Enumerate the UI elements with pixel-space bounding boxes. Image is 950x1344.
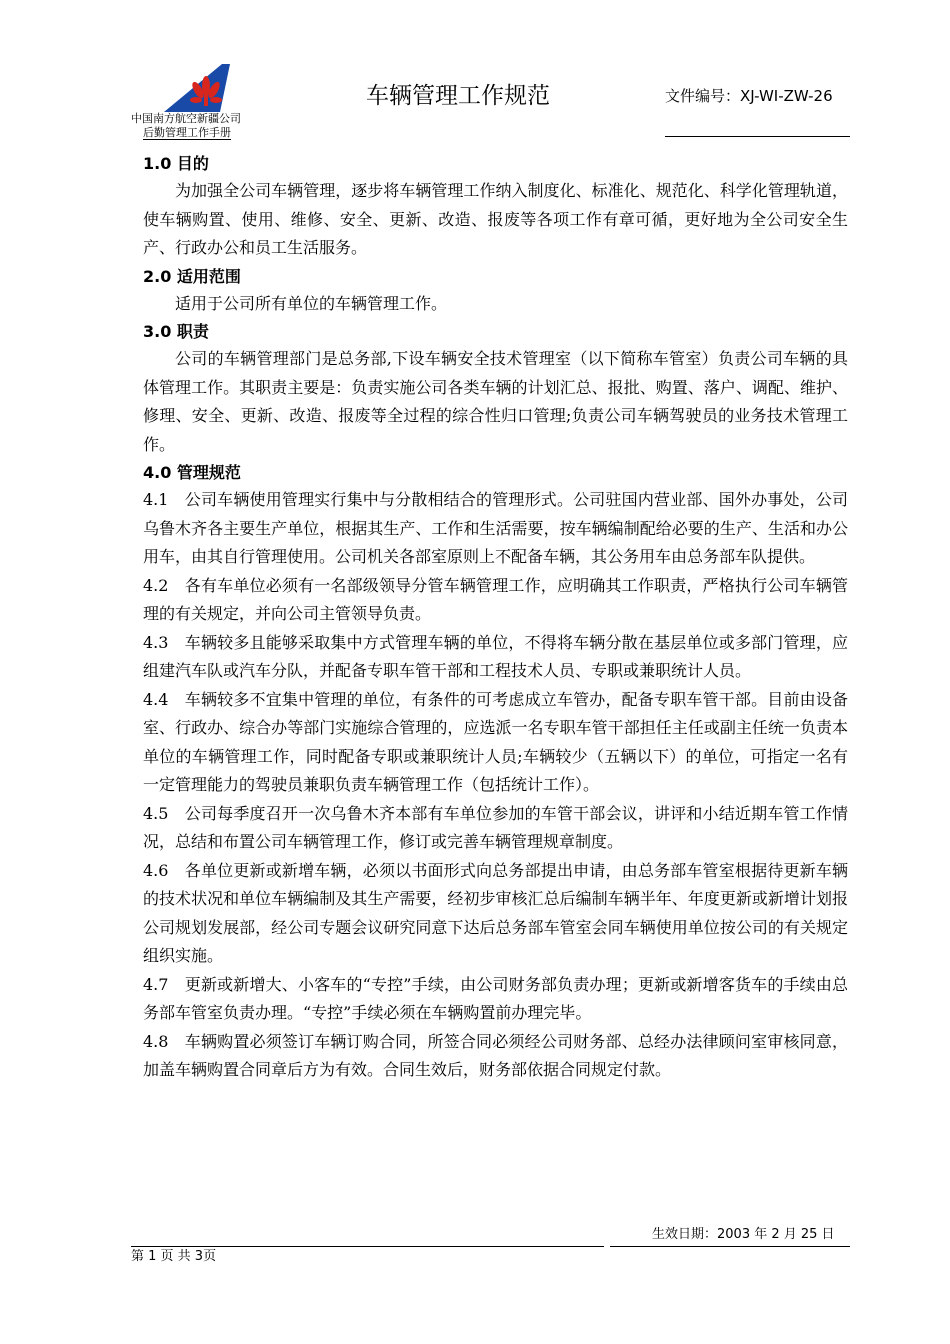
- document-title: 车辆管理工作规范: [366, 83, 550, 109]
- page-number: 第 1 页 共 3页: [131, 1249, 217, 1264]
- clause-4-3: 4.3 车辆较多且能够采取集中方式管理车辆的单位，不得将车辆分散在基层单位或多部门管理，应组建汽车队或汽车分队，并配备专职车管干部和工程技术人员、专职或兼职统计人员。: [143, 632, 848, 680]
- document-body: [143, 150, 848, 1085]
- manual-name: 后勤管理工作手册: [143, 126, 231, 139]
- china-southern-logo-icon: [160, 60, 232, 116]
- section-heading-purpose: 1.0 目的: [143, 154, 209, 173]
- section-text-responsibilities: 公司的车辆管理部门是总务部,下设车辆安全技术管理室（以下简称车管室）负责公司车辆的具体管理工作。其职责主要是：负责实施公司各类车辆的计划汇总、报批、购置、落户、调配、维护、修理、安全、更新、改造、报废等全过程的综合性归口管理;负责公司车辆驾驶员的业务技术管理工作。: [143, 349, 848, 454]
- section-heading-responsibilities: 3.0 职责: [143, 322, 209, 341]
- section-heading-scope: 2.0 适用范围: [143, 266, 241, 286]
- clause-4-2: 4.2 各有车单位必须有一名部级领导分管车辆管理工作，应明确其工作职责，严格执行公司车辆管理的有关规定，并向公司主管领导负责。: [143, 575, 848, 623]
- clause-4-5: 4.5 公司每季度召开一次乌鲁木齐本部有车单位参加的车管干部会议，讲评和小结近期车管工作情况，总结和布置公司车辆管理工作，修订或完善车辆管理规章制度。: [143, 803, 848, 851]
- section-text-scope: 适用于公司所有单位的车辆管理工作。: [175, 293, 448, 313]
- effective-date: 生效日期：2003 年 2 月 25 日: [652, 1227, 835, 1242]
- footer-rule-right: [610, 1246, 850, 1247]
- clause-4-7: 4.7 更新或新增大、小客车的“专控”手续，由公司财务部负责办理；更新或新增客货车的手续由总务部车管室负责办理。“专控”手续必须在车辆购置前办理完毕。: [143, 974, 848, 1022]
- section-text-purpose: 为加强全公司车辆管理，逐步将车辆管理工作纳入制度化、标准化、规范化、科学化管理轨道，使车辆购置、使用、维修、安全、更新、改造、报废等各项工作有章可循，更好地为全公司安全生产、行政办公和员工生活服务。: [143, 181, 848, 257]
- section-heading-management: 4.0 管理规范: [143, 463, 241, 482]
- company-name: 中国南方航空新疆公司: [131, 112, 241, 125]
- clause-4-6: 4.6 各单位更新或新增车辆，必须以书面形式向总务部提出申请，由总务部车管室根据待更新车辆的技术状况和单位车辆编制及其生产需要，经初步审核汇总后编制车辆半年、年度更新或新增计划报公司规划发展部，经公司专题会议研究同意下达后总务部车管室会同车辆使用单位按公司的有关规定组织实施。: [143, 860, 848, 965]
- header-rule: [665, 136, 850, 137]
- clause-4-8: 4.8 车辆购置必须签订车辆订购合同，所签合同必须经公司财务部、总经办法律顾问室审核同意，加盖车辆购置合同章后方为有效。合同生效后，财务部依据合同规定付款。: [143, 1031, 848, 1079]
- footer-rule-left: [131, 1246, 604, 1247]
- clause-4-1: 4.1 公司车辆使用管理实行集中与分散相结合的管理形式。公司驻国内营业部、国外办事处，公司乌鲁木齐各主要生产单位，根据其生产、工作和生活需要，按车辆编制配给必要的生产、生活和办公用车，由其自行管理使用。公司机关各部室原则上不配备车辆，其公务用车由总务部车队提供。: [143, 490, 848, 566]
- clause-4-4: 4.4 车辆较多不宜集中管理的单位，有条件的可考虑成立车管办，配备专职车管干部。目前由设备室、行政办、综合办等部门实施综合管理的，应选派一名专职车管干部担任主任或副主任统一负责本单位的车辆管理工作，同时配备专职或兼职统计人员;车辆较少（五辆以下）的单位，可指定一名有一定管理能力的驾驶员兼职负责车辆管理工作（包括统计工作）。: [143, 689, 848, 794]
- document-number: 文件编号：XJ-WI-ZW-26: [665, 87, 833, 105]
